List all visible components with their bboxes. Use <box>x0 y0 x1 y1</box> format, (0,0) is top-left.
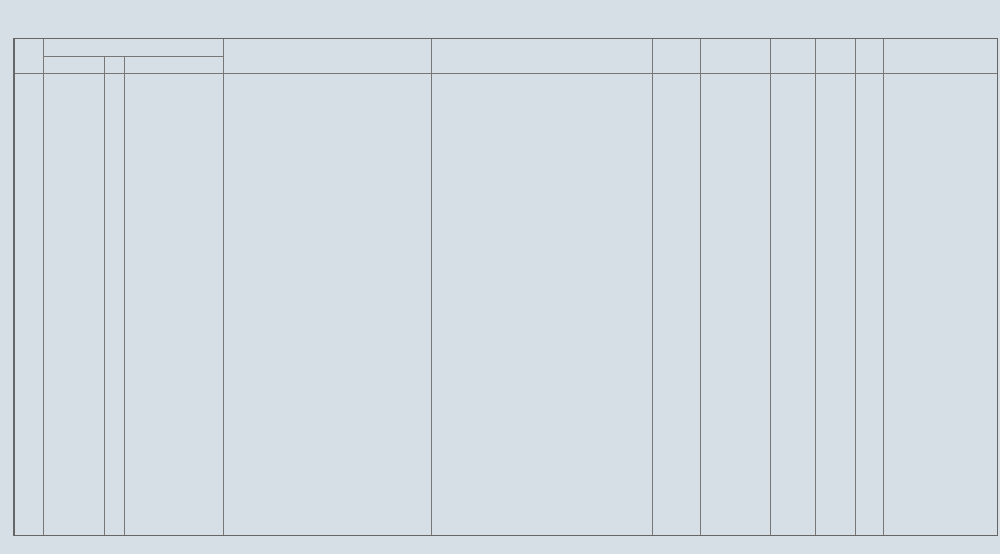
page-header <box>0 0 1000 26</box>
roll-table <box>13 38 998 536</box>
